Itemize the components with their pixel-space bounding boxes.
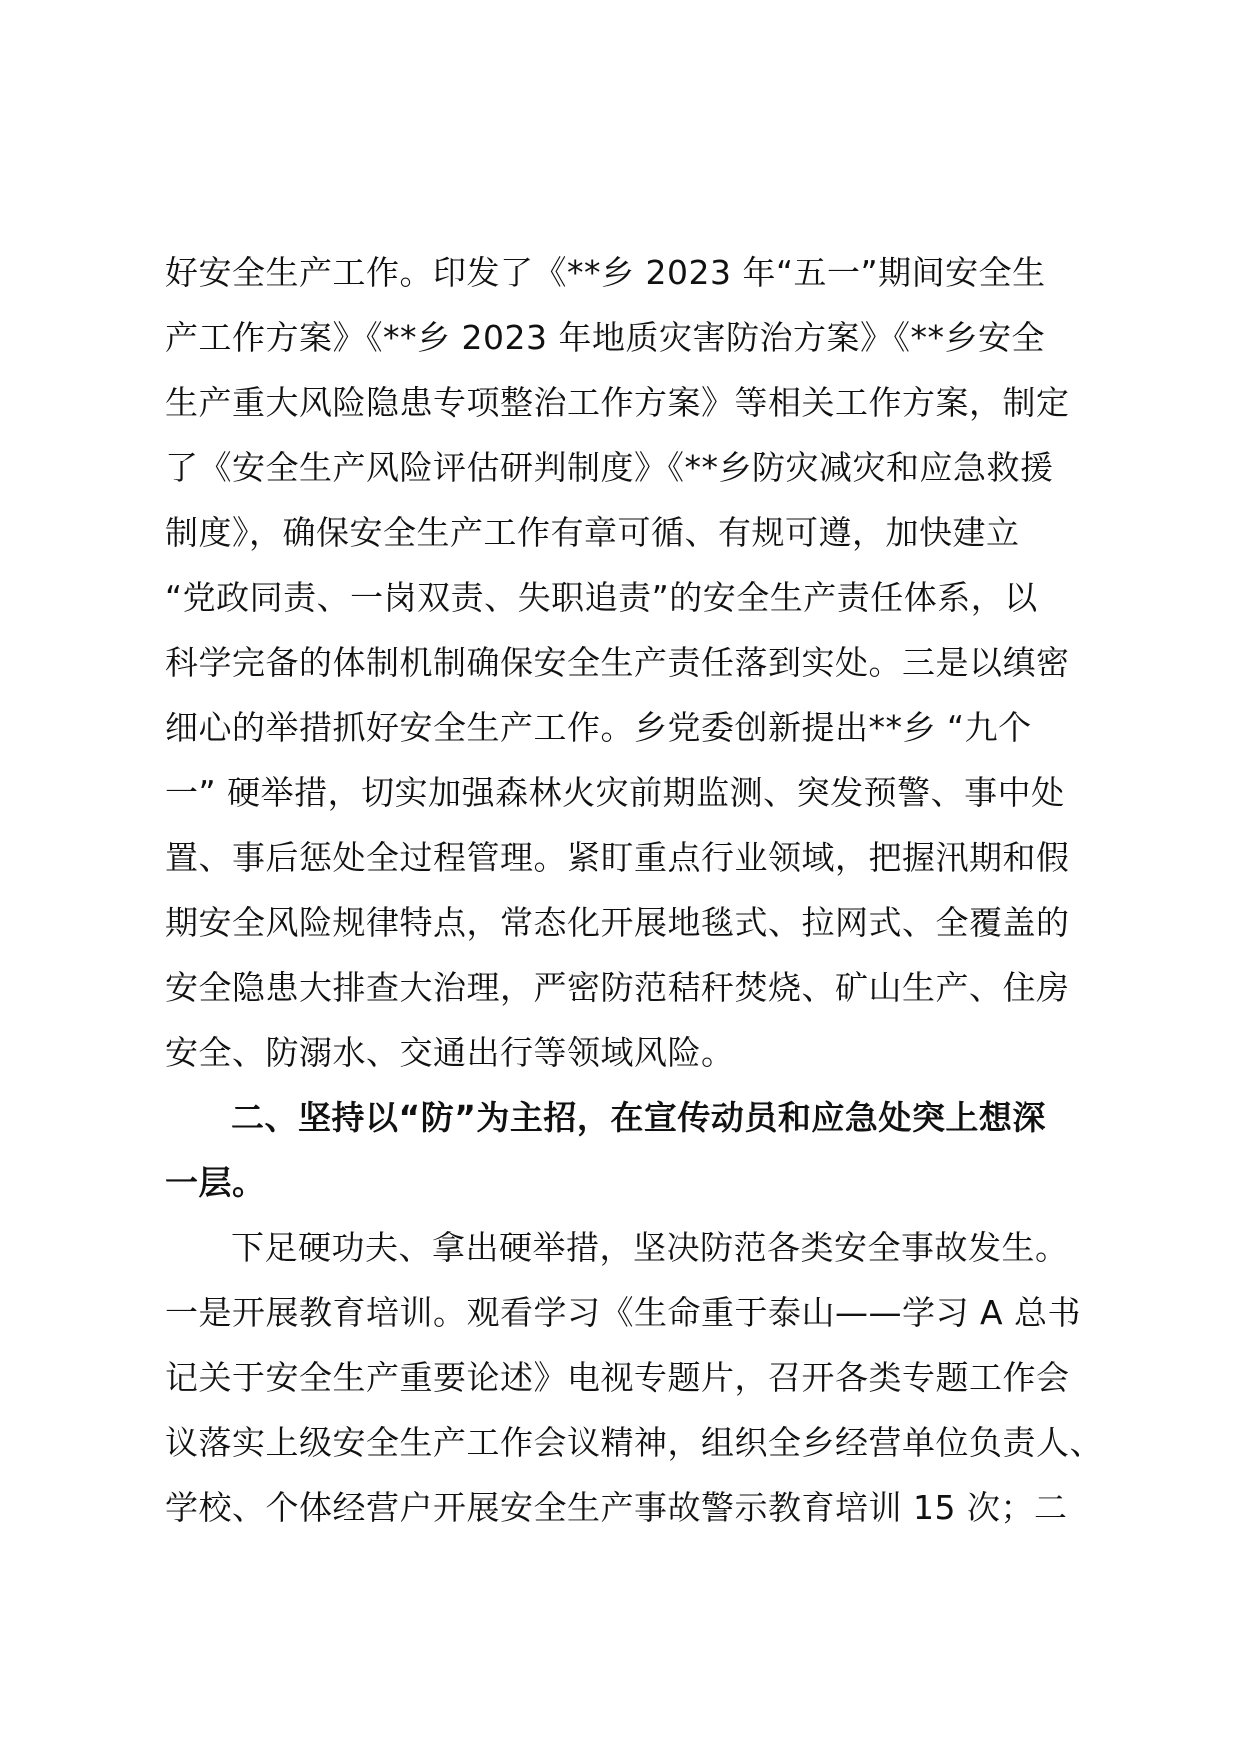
- body-line: “党政同责、一岗双责、失职追责”的安全生产责任体系，以: [165, 578, 1038, 617]
- body-line: 安全、防溺水、交通出行等领域风险。: [165, 1033, 735, 1072]
- body-line: 好安全生产工作。印发了《**乡 2023 年“五一”期间安全生: [165, 253, 1046, 292]
- body-line: 制度》，确保安全生产工作有章可循、有规可遵，加快建立: [165, 513, 1020, 552]
- body-line: 学校、个体经营户开展安全生产事故警示教育培训 15 次；二: [165, 1488, 1068, 1527]
- section-heading-line: 一层。: [165, 1163, 266, 1202]
- body-line: 置、事后惩处全过程管理。紧盯重点行业领域，把握汛期和假: [165, 838, 1070, 877]
- document-body: [165, 240, 1105, 1540]
- body-line: 细心的举措抓好安全生产工作。乡党委创新提出**乡 “九个: [165, 708, 1032, 747]
- body-line: 一是开展教育培训。观看学习《生命重于泰山——学习 A 总书: [165, 1293, 1082, 1332]
- body-line: 了《安全生产风险评估研判制度》《**乡防灾减灾和应急救援: [165, 448, 1054, 487]
- body-line: 产工作方案》《**乡 2023 年地质灾害防治方案》《**乡安全: [165, 318, 1045, 357]
- section-heading-line: 二、坚持以“防”为主招，在宣传动员和应急处突上想深: [231, 1098, 1046, 1137]
- body-line: 一” 硬举措，切实加强森林火灾前期监测、突发预警、事中处: [165, 773, 1065, 812]
- body-line: 议落实上级安全生产工作会议精神，组织全乡经营单位负责人、: [165, 1423, 1103, 1462]
- paragraph-first-line: 下足硬功夫、拿出硬举措，坚决防范各类安全事故发生。: [231, 1228, 1069, 1267]
- body-line: 期安全风险规律特点，常态化开展地毯式、拉网式、全覆盖的: [165, 903, 1070, 942]
- body-line: 记关于安全生产重要论述》电视专题片，召开各类专题工作会: [165, 1358, 1070, 1397]
- body-line: 安全隐患大排查大治理，严密防范秸秆焚烧、矿山生产、住房: [165, 968, 1070, 1007]
- body-line: 生产重大风险隐患专项整治工作方案》等相关工作方案，制定: [165, 383, 1070, 422]
- body-line: 科学完备的体制机制确保安全生产责任落到实处。三是以缜密: [165, 643, 1070, 682]
